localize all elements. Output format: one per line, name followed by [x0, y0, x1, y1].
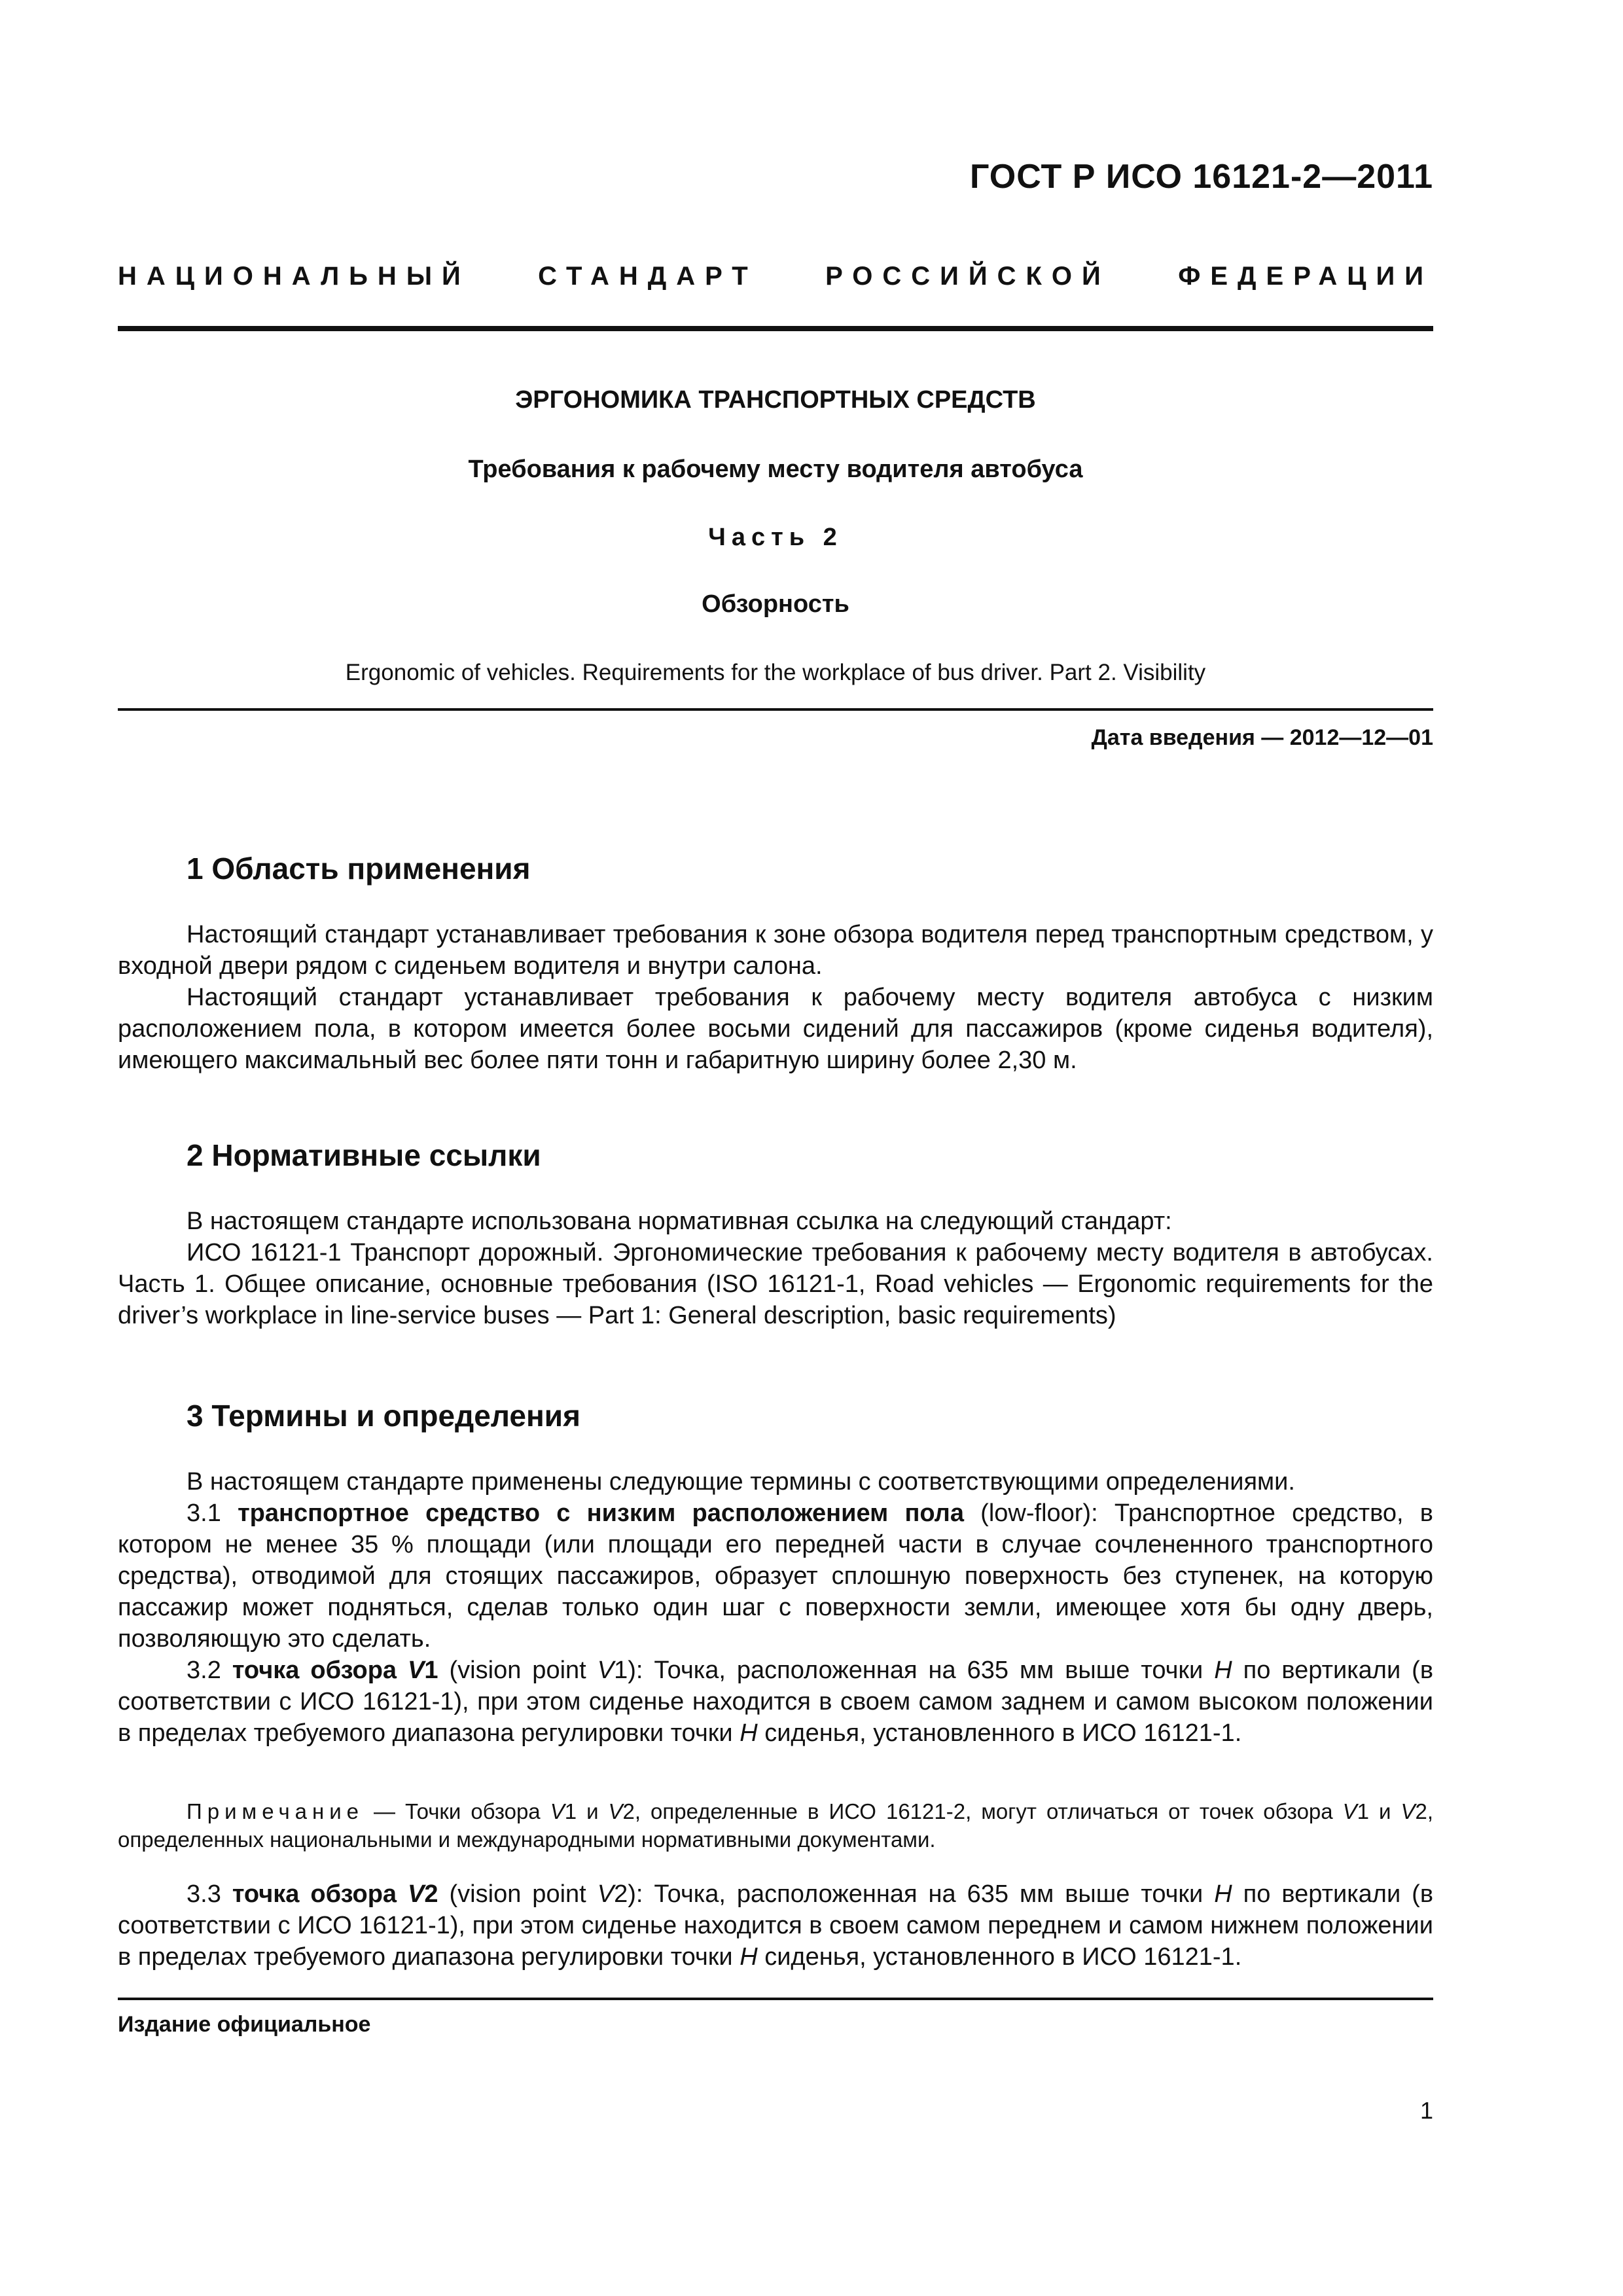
section-body — [118, 1878, 1433, 1973]
note-label: Примечание — [187, 1799, 365, 1823]
term-number: 3.1 — [187, 1499, 238, 1527]
banner-word: ФЕДЕРАЦИИ — [1178, 262, 1433, 291]
term-definition — [118, 1498, 1433, 1655]
term-name: точка обзора V1 — [232, 1657, 438, 1684]
section-body — [118, 1466, 1433, 1749]
paragraph: ИСО 16121-1 Транспорт дорожный. Эргономические требования к рабочему месту водителя в автобусах. Часть 1. Общее описание, основные требования (ISO 16121-1, Road vehicles — Ergonomic requirements for the driver’s workplace in line-service buses — Part 1: General description, basic requirements) — [118, 1239, 1433, 1329]
paragraph: В настоящем стандарте применены следующие термины с соответствующими определениями. — [187, 1468, 1295, 1496]
banner-word: СТАНДАРТ — [538, 262, 758, 291]
term-number: 3.3 — [187, 1880, 232, 1908]
note: Примечание — Точки обзора V1 и V2, определенные в ИСО 16121-2, могут отличаться от точек обзора V1 и V2, определенных национальными и международными нормативными документами. — [118, 1799, 1434, 1852]
introduction-date: Дата введения — 2012—12—01 — [1091, 725, 1433, 750]
term-text: (low-floor): Транспортное средство, в котором не менее 35 % площади (или площади его передней части в случае сочлененного транспортного средства), отводимой для стоящих пассажиров, образует сплошную поверхность без ступенек, на которую пассажир может подняться, сделав только один шаг с поверхности земли, имеющее хотя бы одну дверь, позволяющую это сделать. — [118, 1499, 1433, 1653]
page-number: 1 — [1419, 2097, 1433, 2124]
paragraph: В настоящем стандарте использована нормативная ссылка на следующий стандарт: — [187, 1208, 1172, 1235]
section-body — [118, 1206, 1433, 1331]
title-divider — [118, 708, 1433, 711]
banner-word: НАЦИОНАЛЬНЫЙ — [118, 262, 471, 291]
section-heading: 2 Нормативные ссылки — [187, 1138, 541, 1172]
edition-label: Издание официальное — [118, 2012, 371, 2037]
term-definition: 3.2 точка обзора V1 (vision point V1): Точка, расположенная на 635 мм выше точки H по вертикали (в соответствии с ИСО 16121-1), при этом сиденье находится в своем самом заднем и самом высоком положении в пределах требуемого диапазона регулировки точки H сиденья, установленного в ИСО 16121-1. — [118, 1657, 1434, 1747]
term-name: точка обзора V2 — [232, 1880, 438, 1908]
footer-divider — [118, 1998, 1433, 2000]
document-code: ГОСТ Р ИСО 16121-2—2011 — [969, 158, 1433, 196]
section-body — [118, 919, 1433, 1076]
section-heading: 1 Область применения — [187, 852, 531, 886]
banner-word: РОССИЙСКОЙ — [825, 262, 1111, 291]
document-part: Часть 2 — [708, 524, 843, 551]
section-heading: 3 Термины и определения — [187, 1399, 580, 1433]
paragraph: Настоящий стандарт устанавливает требования к рабочему месту водителя автобуса с низким расположением пола, в котором имеется более восьми сидений для пассажиров (кроме сиденья водителя), имеющего максимальный вес более пяти тонн и габаритную ширину более 2,30 м. — [118, 984, 1433, 1074]
term-number: 3.2 — [187, 1657, 232, 1684]
header-divider — [118, 326, 1433, 331]
term-name: транспортное средство с низким расположением пола — [238, 1499, 964, 1527]
term-definition: 3.3 точка обзора V2 (vision point V2): Точка, расположенная на 635 мм выше точки H по вертикали (в соответствии с ИСО 16121-1), при этом сиденье находится в своем самом переднем и самом нижнем положении в пределах требуемого диапазона регулировки точки H сиденья, установленного в ИСО 16121-1. — [118, 1880, 1434, 1971]
english-title: Ergonomic of vehicles. Requirements for the workplace of bus driver. Part 2. Visibility — [345, 660, 1206, 685]
national-standard-banner — [118, 262, 1433, 291]
document-title: ЭРГОНОМИКА ТРАНСПОРТНЫХ СРЕДСТВ — [515, 386, 1036, 414]
paragraph: Настоящий стандарт устанавливает требования к зоне обзора водителя перед транспортным средством, у входной двери рядом с сиденьем водителя и внутри салона. — [118, 921, 1433, 980]
document-subtitle: Требования к рабочему месту водителя автобуса — [468, 456, 1083, 483]
document-topic: Обзорность — [702, 590, 849, 618]
